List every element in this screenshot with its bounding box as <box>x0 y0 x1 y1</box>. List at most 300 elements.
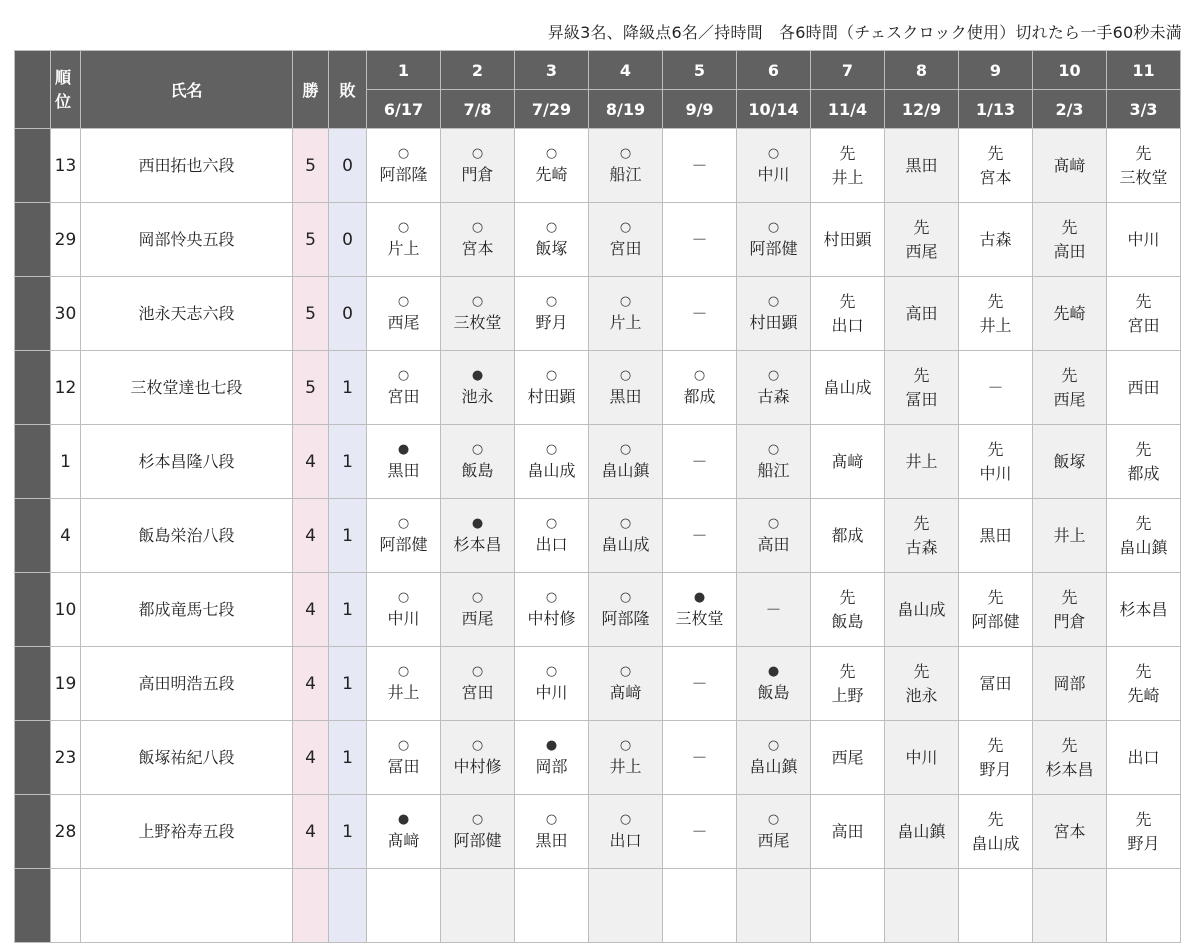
result-mark: ● <box>545 737 558 753</box>
opponent-name: 畠山成 <box>897 599 946 619</box>
side-stripe <box>15 425 51 499</box>
game-cell <box>441 795 515 869</box>
opponent-name: 黒田 <box>387 460 420 480</box>
round-header: 10 <box>1033 51 1107 90</box>
first-move-mark: 先 <box>987 291 1004 311</box>
round-header: 4 <box>589 51 663 90</box>
opponent-name: 宮田 <box>1127 315 1160 335</box>
opponent-name: 髙﨑 <box>831 451 864 471</box>
result-mark: ○ <box>619 589 632 605</box>
losses-cell <box>329 869 367 943</box>
game-cell <box>811 203 885 277</box>
opponent-name: 飯島 <box>461 460 494 480</box>
player-name: 高田明浩五段 <box>81 647 293 721</box>
losses-cell: 1 <box>329 499 367 573</box>
result-mark: ○ <box>767 145 780 161</box>
game-cell <box>1033 647 1107 721</box>
game-cell <box>1033 869 1107 943</box>
rank-cell <box>51 869 81 943</box>
result-mark: ○ <box>693 367 706 383</box>
result-mark: ○ <box>619 811 632 827</box>
opponent-name: 阿部健 <box>453 830 502 850</box>
game-cell <box>1107 277 1181 351</box>
game-cell <box>1107 869 1181 943</box>
opponent-name: 野月 <box>535 312 568 332</box>
opponent-name: － <box>691 673 708 693</box>
game-cell <box>959 721 1033 795</box>
opponent-name: 池永 <box>461 386 494 406</box>
round-date-header: 3/3 <box>1107 90 1181 129</box>
result-mark: ○ <box>397 219 410 235</box>
game-cell <box>737 351 811 425</box>
round-header: 8 <box>885 51 959 90</box>
game-cell <box>1033 425 1107 499</box>
side-stripe <box>15 499 51 573</box>
result-mark: ○ <box>545 663 558 679</box>
opponent-name: 髙﨑 <box>387 830 420 850</box>
wins-header: 勝 <box>293 51 329 129</box>
opponent-name: 畠山成 <box>971 833 1020 853</box>
round-date-header: 10/14 <box>737 90 811 129</box>
opponent-name: 岡部 <box>1053 673 1086 693</box>
round-header: 9 <box>959 51 1033 90</box>
game-cell <box>515 425 589 499</box>
opponent-name: 三枚堂 <box>1119 167 1168 187</box>
first-move-mark: 先 <box>1135 661 1152 681</box>
round-date-header: 7/8 <box>441 90 515 129</box>
first-move-mark: 先 <box>987 439 1004 459</box>
round-header: 11 <box>1107 51 1181 90</box>
losses-header: 敗 <box>329 51 367 129</box>
game-cell <box>737 499 811 573</box>
opponent-name: 先崎 <box>535 164 568 184</box>
table-row <box>15 869 1181 943</box>
table-row <box>15 203 1181 277</box>
opponent-name: 高田 <box>1053 241 1086 261</box>
game-cell <box>1033 721 1107 795</box>
opponent-name: － <box>691 155 708 175</box>
first-move-mark: 先 <box>1135 439 1152 459</box>
opponent-name: － <box>691 303 708 323</box>
game-cell <box>811 721 885 795</box>
rank-cell: 28 <box>51 795 81 869</box>
header-row-rounds <box>15 51 1181 90</box>
wins-cell: 4 <box>293 573 329 647</box>
game-cell <box>1107 647 1181 721</box>
wins-cell: 5 <box>293 351 329 425</box>
opponent-name: 三枚堂 <box>675 608 724 628</box>
opponent-name: 冨田 <box>979 673 1012 693</box>
table-row <box>15 499 1181 573</box>
first-move-mark: 先 <box>913 217 930 237</box>
rank-cell: 1 <box>51 425 81 499</box>
opponent-name: 畠山鎮 <box>601 460 650 480</box>
game-cell <box>663 499 737 573</box>
opponent-name: 畠山鎮 <box>897 821 946 841</box>
opponent-name: － <box>691 747 708 767</box>
first-move-mark: 先 <box>839 661 856 681</box>
opponent-name: 井上 <box>609 756 642 776</box>
opponent-name: 中川 <box>757 164 790 184</box>
game-cell <box>1033 351 1107 425</box>
opponent-name: 都成 <box>831 525 864 545</box>
player-name: 飯島栄治八段 <box>81 499 293 573</box>
result-mark: ○ <box>767 441 780 457</box>
game-cell <box>811 795 885 869</box>
game-cell <box>1107 203 1181 277</box>
result-mark: ○ <box>767 293 780 309</box>
game-cell <box>885 647 959 721</box>
opponent-name: 先崎 <box>1053 303 1086 323</box>
first-move-mark: 先 <box>839 587 856 607</box>
table-row <box>15 425 1181 499</box>
opponent-name: 井上 <box>831 167 864 187</box>
opponent-name: 中村修 <box>453 756 502 776</box>
game-cell <box>811 129 885 203</box>
round-header: 2 <box>441 51 515 90</box>
game-cell <box>885 573 959 647</box>
round-date-header: 9/9 <box>663 90 737 129</box>
result-mark: ● <box>767 663 780 679</box>
game-cell <box>441 721 515 795</box>
game-cell <box>1033 499 1107 573</box>
result-mark: ○ <box>767 515 780 531</box>
game-cell <box>663 425 737 499</box>
opponent-name: 髙﨑 <box>609 682 642 702</box>
game-cell <box>515 869 589 943</box>
rank-cell: 19 <box>51 647 81 721</box>
losses-cell: 0 <box>329 277 367 351</box>
game-cell <box>663 721 737 795</box>
result-mark: ○ <box>545 589 558 605</box>
game-cell <box>737 721 811 795</box>
result-mark: ○ <box>619 515 632 531</box>
game-cell <box>1107 129 1181 203</box>
game-cell <box>663 573 737 647</box>
opponent-name: 高田 <box>757 534 790 554</box>
result-mark: ○ <box>619 441 632 457</box>
opponent-name: 出口 <box>609 830 642 850</box>
opponent-name: 高田 <box>905 303 938 323</box>
opponent-name: 高田 <box>831 821 864 841</box>
first-move-mark: 先 <box>1135 809 1152 829</box>
league-table <box>14 50 1181 943</box>
rank-cell: 29 <box>51 203 81 277</box>
result-mark: ● <box>471 515 484 531</box>
result-mark: ○ <box>471 589 484 605</box>
result-mark: ○ <box>471 219 484 235</box>
game-cell <box>367 573 441 647</box>
table-body <box>15 129 1181 943</box>
game-cell <box>811 277 885 351</box>
game-cell <box>367 351 441 425</box>
game-cell <box>1107 499 1181 573</box>
side-stripe <box>15 573 51 647</box>
opponent-name: 井上 <box>387 682 420 702</box>
first-move-mark: 先 <box>987 143 1004 163</box>
game-cell <box>663 277 737 351</box>
losses-cell: 1 <box>329 351 367 425</box>
opponent-name: 古森 <box>757 386 790 406</box>
round-date-header: 1/13 <box>959 90 1033 129</box>
opponent-name: 古森 <box>905 537 938 557</box>
player-name: 杉本昌隆八段 <box>81 425 293 499</box>
side-stripe <box>15 869 51 943</box>
wins-cell: 4 <box>293 795 329 869</box>
game-cell <box>589 425 663 499</box>
opponent-name: 村田顕 <box>749 312 798 332</box>
opponent-name: 飯塚 <box>535 238 568 258</box>
game-cell <box>885 499 959 573</box>
side-stripe <box>15 795 51 869</box>
game-cell <box>515 351 589 425</box>
result-mark: ○ <box>619 663 632 679</box>
table-row <box>15 795 1181 869</box>
first-move-mark: 先 <box>913 365 930 385</box>
first-move-mark: 先 <box>987 809 1004 829</box>
game-cell <box>441 573 515 647</box>
table-header <box>15 51 1181 129</box>
first-move-mark: 先 <box>1135 513 1152 533</box>
game-cell <box>441 425 515 499</box>
player-name: 西田拓也六段 <box>81 129 293 203</box>
result-mark: ○ <box>471 737 484 753</box>
game-cell <box>811 499 885 573</box>
opponent-name: 門倉 <box>1053 611 1086 631</box>
opponent-name: 片上 <box>609 312 642 332</box>
opponent-name: 西尾 <box>831 747 864 767</box>
opponent-name: 先崎 <box>1127 685 1160 705</box>
result-mark: ○ <box>545 367 558 383</box>
game-cell <box>589 573 663 647</box>
game-cell <box>515 129 589 203</box>
round-header: 5 <box>663 51 737 90</box>
game-cell <box>589 721 663 795</box>
player-name: 飯塚祐紀八段 <box>81 721 293 795</box>
rank-cell: 12 <box>51 351 81 425</box>
game-cell <box>515 573 589 647</box>
game-cell <box>737 647 811 721</box>
wins-cell: 4 <box>293 721 329 795</box>
game-cell <box>737 425 811 499</box>
result-mark: ○ <box>471 811 484 827</box>
wins-cell: 4 <box>293 425 329 499</box>
opponent-name: 都成 <box>683 386 716 406</box>
game-cell <box>441 129 515 203</box>
result-mark: ○ <box>767 219 780 235</box>
game-cell <box>959 499 1033 573</box>
player-name <box>81 869 293 943</box>
opponent-name: 冨田 <box>387 756 420 776</box>
game-cell <box>367 425 441 499</box>
result-mark: ○ <box>397 515 410 531</box>
table-row <box>15 129 1181 203</box>
opponent-name: 片上 <box>387 238 420 258</box>
losses-cell: 1 <box>329 573 367 647</box>
opponent-name: － <box>691 821 708 841</box>
result-mark: ● <box>397 811 410 827</box>
result-mark: ○ <box>545 515 558 531</box>
first-move-mark: 先 <box>1061 217 1078 237</box>
opponent-name: 畠山成 <box>527 460 576 480</box>
wins-cell <box>293 869 329 943</box>
game-cell <box>441 869 515 943</box>
opponent-name: 髙﨑 <box>1053 155 1086 175</box>
round-date-header: 6/17 <box>367 90 441 129</box>
opponent-name: 西尾 <box>757 830 790 850</box>
game-cell <box>367 795 441 869</box>
game-cell <box>959 795 1033 869</box>
opponent-name: 岡部 <box>535 756 568 776</box>
game-cell <box>367 277 441 351</box>
opponent-name: 阿部隆 <box>379 164 428 184</box>
game-cell <box>959 277 1033 351</box>
game-cell <box>367 129 441 203</box>
side-stripe <box>15 129 51 203</box>
opponent-name: 畠山成 <box>601 534 650 554</box>
result-mark: ○ <box>619 145 632 161</box>
result-mark: ○ <box>397 589 410 605</box>
side-stripe <box>15 647 51 721</box>
result-mark: ○ <box>397 737 410 753</box>
game-cell <box>367 499 441 573</box>
game-cell <box>811 573 885 647</box>
opponent-name: 飯島 <box>757 682 790 702</box>
first-move-mark: 先 <box>987 587 1004 607</box>
opponent-name: 古森 <box>979 229 1012 249</box>
first-move-mark: 先 <box>987 735 1004 755</box>
first-move-mark: 先 <box>1061 365 1078 385</box>
side-stripe <box>15 721 51 795</box>
opponent-name: 井上 <box>1053 525 1086 545</box>
opponent-name: 西尾 <box>905 241 938 261</box>
game-cell <box>1107 721 1181 795</box>
first-move-mark: 先 <box>913 513 930 533</box>
game-cell <box>515 721 589 795</box>
wins-cell: 5 <box>293 203 329 277</box>
player-name: 池永天志六段 <box>81 277 293 351</box>
first-move-mark: 先 <box>913 661 930 681</box>
opponent-name: 村田顕 <box>823 229 872 249</box>
player-name: 岡部怜央五段 <box>81 203 293 277</box>
opponent-name: 西尾 <box>461 608 494 628</box>
game-cell <box>515 647 589 721</box>
game-cell <box>589 351 663 425</box>
game-cell <box>959 129 1033 203</box>
result-mark: ○ <box>545 219 558 235</box>
round-header: 1 <box>367 51 441 90</box>
opponent-name: 出口 <box>831 315 864 335</box>
game-cell <box>737 869 811 943</box>
opponent-name: 井上 <box>979 315 1012 335</box>
rank-cell: 10 <box>51 573 81 647</box>
player-name: 三枚堂達也七段 <box>81 351 293 425</box>
game-cell <box>1107 351 1181 425</box>
result-mark: ○ <box>545 441 558 457</box>
game-cell <box>959 425 1033 499</box>
opponent-name: 阿部健 <box>379 534 428 554</box>
game-cell <box>737 203 811 277</box>
opponent-name: － <box>691 229 708 249</box>
result-mark: ○ <box>545 145 558 161</box>
losses-cell: 0 <box>329 129 367 203</box>
game-cell <box>589 499 663 573</box>
game-cell <box>663 203 737 277</box>
result-mark: ● <box>693 589 706 605</box>
opponent-name: 船江 <box>609 164 642 184</box>
result-mark: ○ <box>545 293 558 309</box>
round-date-header: 7/29 <box>515 90 589 129</box>
opponent-name: 飯島 <box>831 611 864 631</box>
result-mark: ○ <box>397 293 410 309</box>
game-cell <box>589 277 663 351</box>
game-cell <box>663 869 737 943</box>
game-cell <box>959 869 1033 943</box>
result-mark: ○ <box>471 441 484 457</box>
round-date-header: 12/9 <box>885 90 959 129</box>
name-header: 氏名 <box>81 51 293 129</box>
opponent-name: 畠山鎮 <box>1119 537 1168 557</box>
result-mark: ○ <box>471 663 484 679</box>
game-cell <box>1107 573 1181 647</box>
game-cell <box>441 499 515 573</box>
side-stripe-header <box>15 51 51 129</box>
game-cell <box>1107 795 1181 869</box>
game-cell <box>885 721 959 795</box>
wins-cell: 4 <box>293 647 329 721</box>
game-cell <box>885 277 959 351</box>
opponent-name: 杉本昌 <box>453 534 502 554</box>
losses-cell: 1 <box>329 795 367 869</box>
game-cell <box>441 203 515 277</box>
result-mark: ○ <box>619 219 632 235</box>
opponent-name: 黒田 <box>905 155 938 175</box>
table-row <box>15 351 1181 425</box>
game-cell <box>1107 425 1181 499</box>
game-cell <box>811 351 885 425</box>
table-row <box>15 647 1181 721</box>
opponent-name: 黒田 <box>535 830 568 850</box>
game-cell <box>589 129 663 203</box>
opponent-name: 上野 <box>831 685 864 705</box>
opponent-name: 村田顕 <box>527 386 576 406</box>
side-stripe <box>15 277 51 351</box>
first-move-mark: 先 <box>1135 291 1152 311</box>
game-cell <box>367 647 441 721</box>
opponent-name: 中川 <box>905 747 938 767</box>
game-cell <box>1033 129 1107 203</box>
opponent-name: 宮田 <box>609 238 642 258</box>
opponent-name: － <box>987 377 1004 397</box>
opponent-name: 畠山鎮 <box>749 756 798 776</box>
opponent-name: 阿部隆 <box>601 608 650 628</box>
opponent-name: 出口 <box>535 534 568 554</box>
game-cell <box>663 129 737 203</box>
game-cell <box>589 203 663 277</box>
opponent-name: 門倉 <box>461 164 494 184</box>
opponent-name: 野月 <box>1127 833 1160 853</box>
game-cell <box>367 721 441 795</box>
game-cell <box>589 795 663 869</box>
losses-cell: 1 <box>329 647 367 721</box>
table-row <box>15 277 1181 351</box>
rank-cell: 30 <box>51 277 81 351</box>
result-mark: ○ <box>619 367 632 383</box>
game-cell <box>737 795 811 869</box>
result-mark: ○ <box>471 293 484 309</box>
game-cell <box>885 203 959 277</box>
game-cell <box>441 277 515 351</box>
